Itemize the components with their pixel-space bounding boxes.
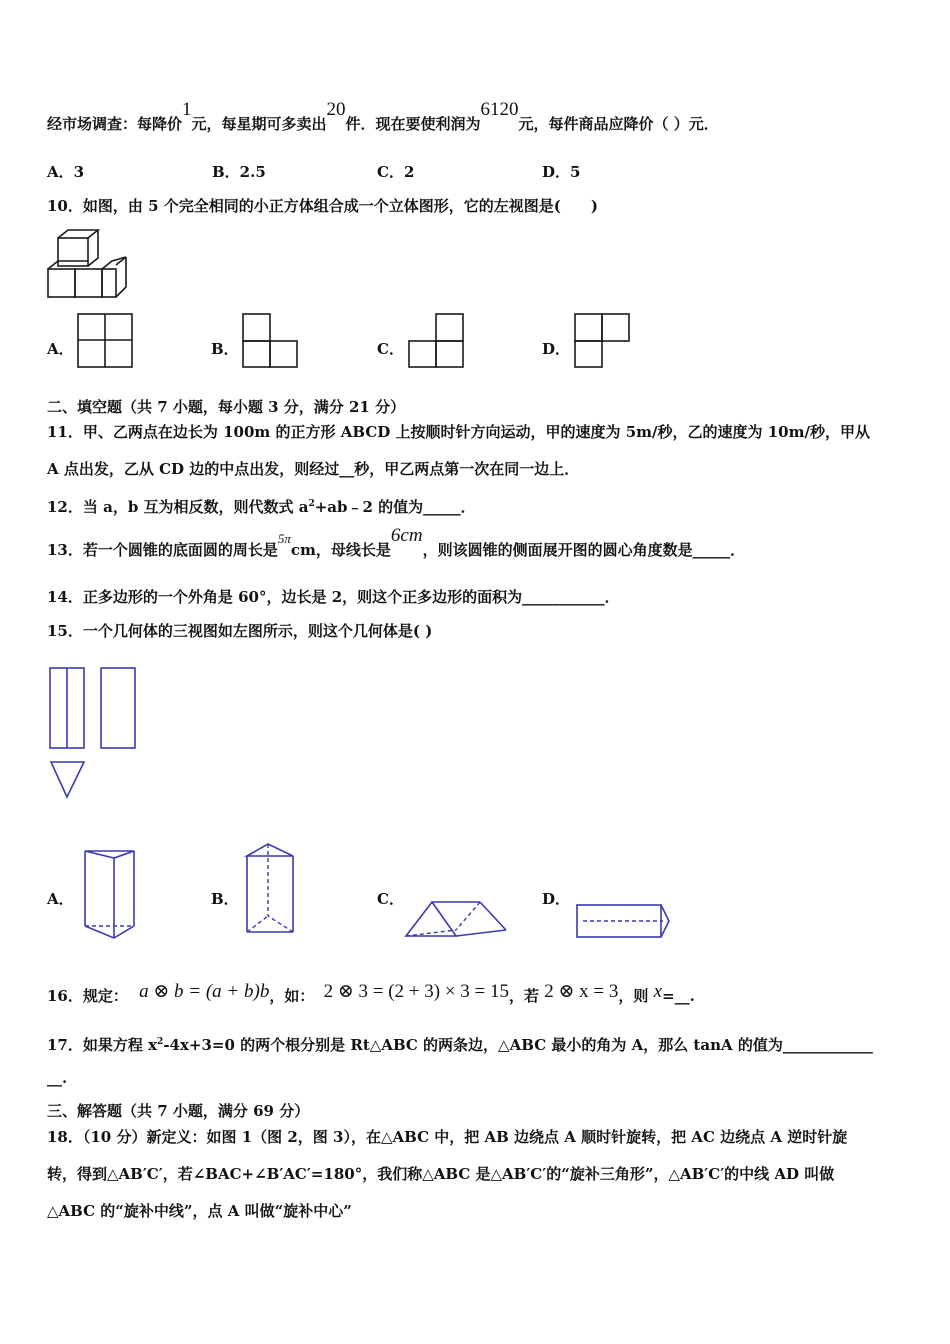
q18-line-1: 18．（10 分）新定义：如图 1（图 2，图 3），在△ABC 中，把 AB 边绕点 A 顺时针旋转，把 AC 边绕点 A 逆时针旋 bbox=[47, 1128, 848, 1146]
q18-line-3: △ABC 的“旋补中线”，点 A 叫做“旋补中心” bbox=[47, 1202, 352, 1220]
q10-option-d[interactable]: D． bbox=[542, 340, 571, 358]
q15-option-d-prism[interactable] bbox=[575, 901, 673, 941]
q14-text: 14．正多边形的一个外角是 60°，边长是 2，则这个正多边形的面积为___________． bbox=[47, 588, 620, 606]
q17-line-2: __. bbox=[47, 1069, 68, 1087]
q13-text: 13．若一个圆锥的底面圆的周长是5πcm，母线长是6cm，则该圆锥的侧面展开图的圆心角度数是_____． bbox=[47, 525, 746, 559]
section-2-heading: 二、填空题（共 7 小题，每小题 3 分，满分 21 分） bbox=[47, 398, 406, 416]
q11-line-1: 11．甲、乙两点在边长为 100m 的正方形 ABCD 上按顺时针方向运动，甲的速度为 5m/秒，乙的速度为 10m/秒，甲从 bbox=[47, 423, 870, 441]
section-3-heading: 三、解答题（共 7 小题，满分 69 分） bbox=[47, 1102, 310, 1120]
q15-option-c[interactable]: C． bbox=[377, 890, 404, 908]
q15-option-a[interactable]: A． bbox=[47, 890, 74, 908]
q9-option-d[interactable]: D．5 bbox=[542, 163, 581, 181]
q15-three-views bbox=[48, 666, 140, 802]
q15-option-a-prism[interactable] bbox=[82, 848, 138, 943]
q16-text: 16．规定： a ⊗ b = (a + b)b，如： 2 ⊗ 3 = (2 + 3) × 3 = 15，若 2 ⊗ x = 3，则 x=__. bbox=[47, 981, 695, 1005]
q15-option-b-prism[interactable] bbox=[245, 842, 297, 937]
q9-option-c[interactable]: C．2 bbox=[377, 163, 415, 181]
q15-option-b[interactable]: B． bbox=[211, 890, 239, 908]
q12-text: 12．当 a，b 互为相反数，则代数式 $a^2+ab﹣2$ 的值为_____． bbox=[47, 498, 476, 516]
q10-option-d-figure[interactable] bbox=[574, 313, 632, 369]
q11-line-2: A 点出发，乙从 CD 边的中点出发，则经过__秒，甲乙两点第一次在同一边上． bbox=[47, 460, 580, 478]
q10-option-a[interactable]: A． bbox=[47, 340, 74, 358]
q15-text: 15．一个几何体的三视图如左图所示，则这个几何体是( ) bbox=[47, 622, 433, 640]
q15-option-c-prism[interactable] bbox=[404, 896, 510, 940]
q17-line-1: 17．如果方程 $x^2-4x+3=0$ 的两个根分别是 Rt△ABC 的两条边，△ABC 最小的角为 A，那么 tanA 的值为____________ bbox=[47, 1036, 873, 1054]
q18-line-2: 转，得到△AB′C′，若∠BAC+∠B′AC′=180°，我们称△ABC 是△AB′C′的“旋补三角形”，△AB′C′的中线 AD 叫做 bbox=[47, 1165, 835, 1183]
q9-text: 经市场调查：每降价1元，每星期可多卖出20件．现在要使利润为6120元，每件商品应降价（ ）元． bbox=[47, 99, 719, 133]
q10-text: 10．如图，由 5 个完全相同的小正方体组合成一个立体图形，它的左视图是( ) bbox=[47, 197, 598, 215]
q10-option-c[interactable]: C． bbox=[377, 340, 404, 358]
q10-option-b-figure[interactable] bbox=[242, 313, 300, 369]
q15-option-d[interactable]: D． bbox=[542, 890, 571, 908]
q10-option-b[interactable]: B． bbox=[211, 340, 239, 358]
q10-cube-figure bbox=[46, 229, 128, 299]
q10-option-a-figure[interactable] bbox=[77, 313, 135, 369]
q10-option-c-figure[interactable] bbox=[408, 313, 466, 369]
q9-option-b[interactable]: B．2.5 bbox=[212, 163, 266, 181]
q9-option-a[interactable]: A．3 bbox=[47, 163, 85, 181]
